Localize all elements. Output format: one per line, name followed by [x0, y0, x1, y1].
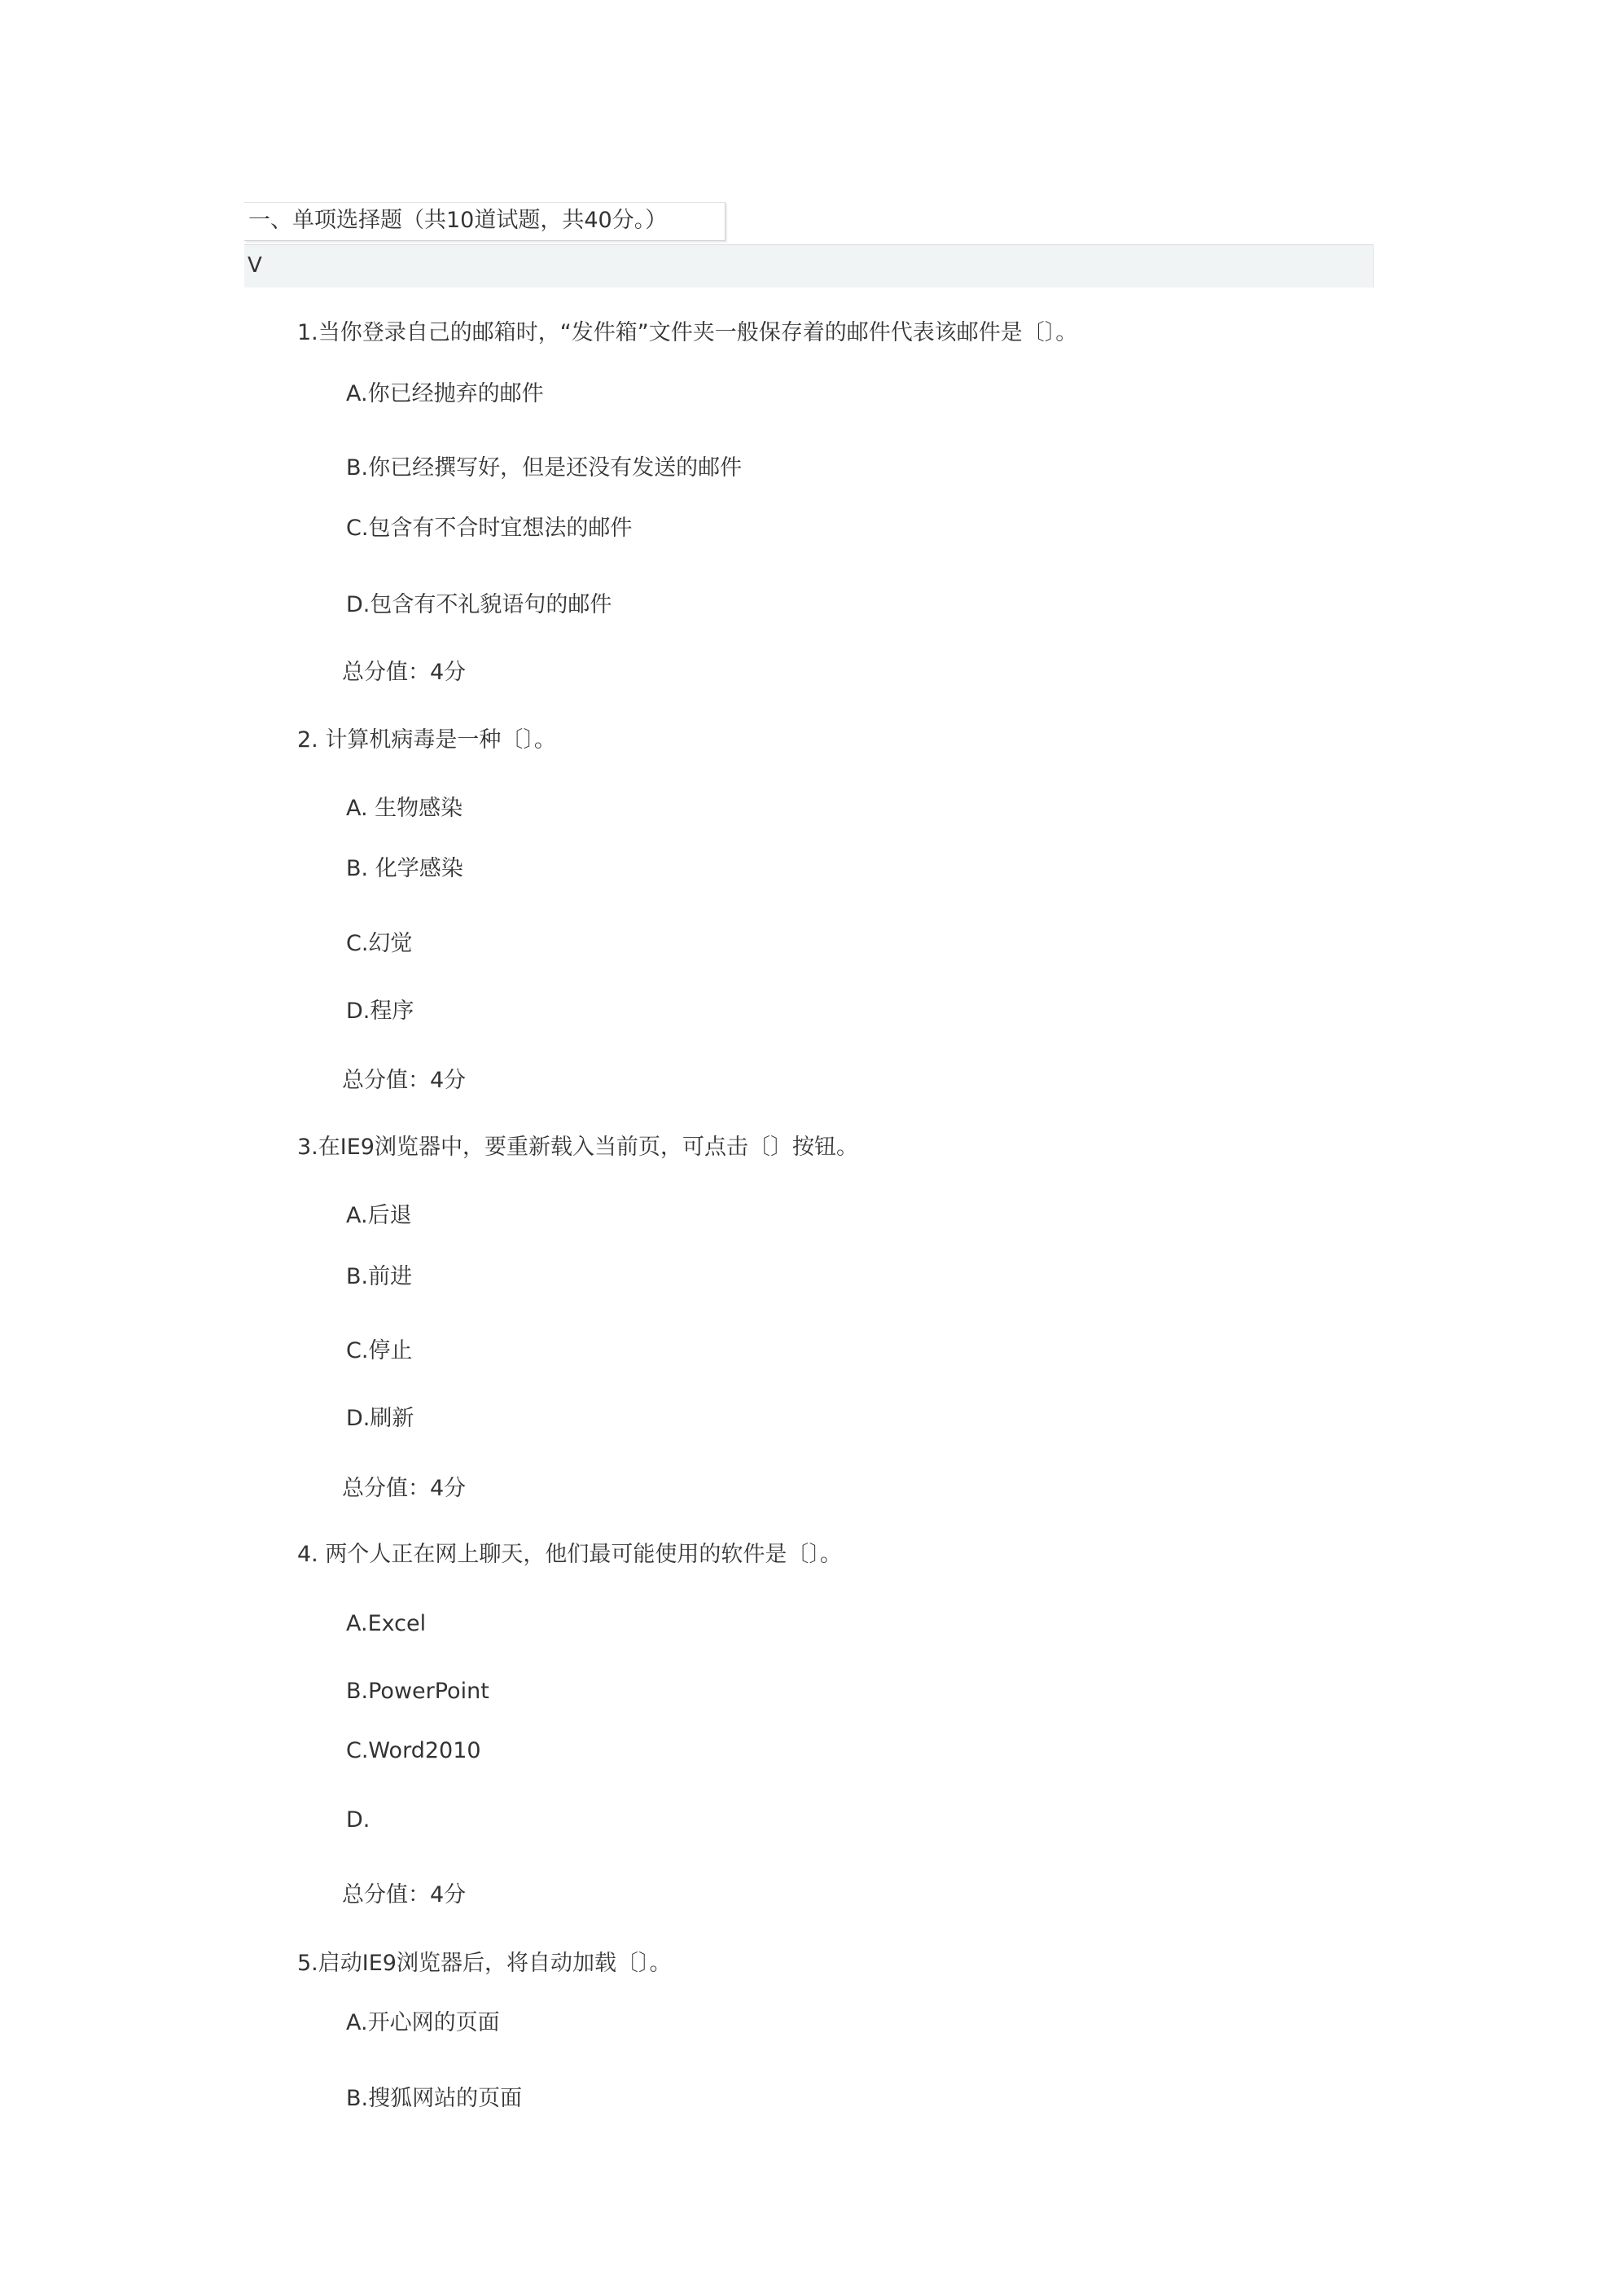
question-1-option-c[interactable]: C.包含有不合时宜想法的邮件	[346, 516, 633, 541]
marker-text: V	[248, 253, 262, 278]
question-2-option-d[interactable]: D.程序	[346, 999, 414, 1024]
section-title: 一、单项选择题（共10道试题，共40分。）	[248, 208, 668, 233]
question-2-option-c[interactable]: C.幻觉	[346, 931, 413, 956]
question-5-option-a[interactable]: A.开心网的页面	[346, 2010, 500, 2035]
question-1-option-b[interactable]: B.你已经撰写好，但是还没有发送的邮件	[346, 455, 743, 481]
question-2-option-b[interactable]: B. 化学感染	[346, 856, 463, 881]
question-5-option-b[interactable]: B.搜狐网站的页面	[346, 2086, 523, 2111]
question-2-text: 2. 计算机病毒是一种〔〕。	[297, 727, 556, 753]
question-3-option-c[interactable]: C.停止	[346, 1338, 413, 1363]
question-1-option-a[interactable]: A.你已经抛弃的邮件	[346, 381, 544, 406]
question-1-score: 总分值：4分	[342, 660, 467, 685]
question-4-option-b[interactable]: B.PowerPoint	[346, 1679, 489, 1704]
question-3-score: 总分值：4分	[342, 1476, 467, 1501]
question-3-text: 3.在IE9浏览器中，要重新载入当前页，可点击〔〕按钮。	[297, 1135, 858, 1160]
question-2-score: 总分值：4分	[342, 1068, 467, 1093]
question-2-option-a[interactable]: A. 生物感染	[346, 796, 463, 821]
question-3-option-d[interactable]: D.刷新	[346, 1406, 414, 1431]
question-1-option-d[interactable]: D.包含有不礼貌语句的邮件	[346, 592, 612, 617]
question-4-score: 总分值：4分	[342, 1882, 467, 1907]
question-4-text: 4. 两个人正在网上聊天，他们最可能使用的软件是〔〕。	[297, 1542, 842, 1567]
question-3-option-a[interactable]: A.后退	[346, 1203, 412, 1228]
marker-bar	[244, 244, 1374, 288]
question-4-option-c[interactable]: C.Word2010	[346, 1738, 481, 1763]
question-4-option-a[interactable]: A.Excel	[346, 1611, 427, 1636]
question-4-option-d[interactable]: D.	[346, 1807, 370, 1833]
question-3-option-b[interactable]: B.前进	[346, 1264, 413, 1289]
question-5-text: 5.启动IE9浏览器后，将自动加载〔〕。	[297, 1951, 672, 1976]
question-1-text: 1.当你登录自己的邮箱时，“发件箱”文件夹一般保存着的邮件代表该邮件是〔〕。	[297, 320, 1078, 345]
